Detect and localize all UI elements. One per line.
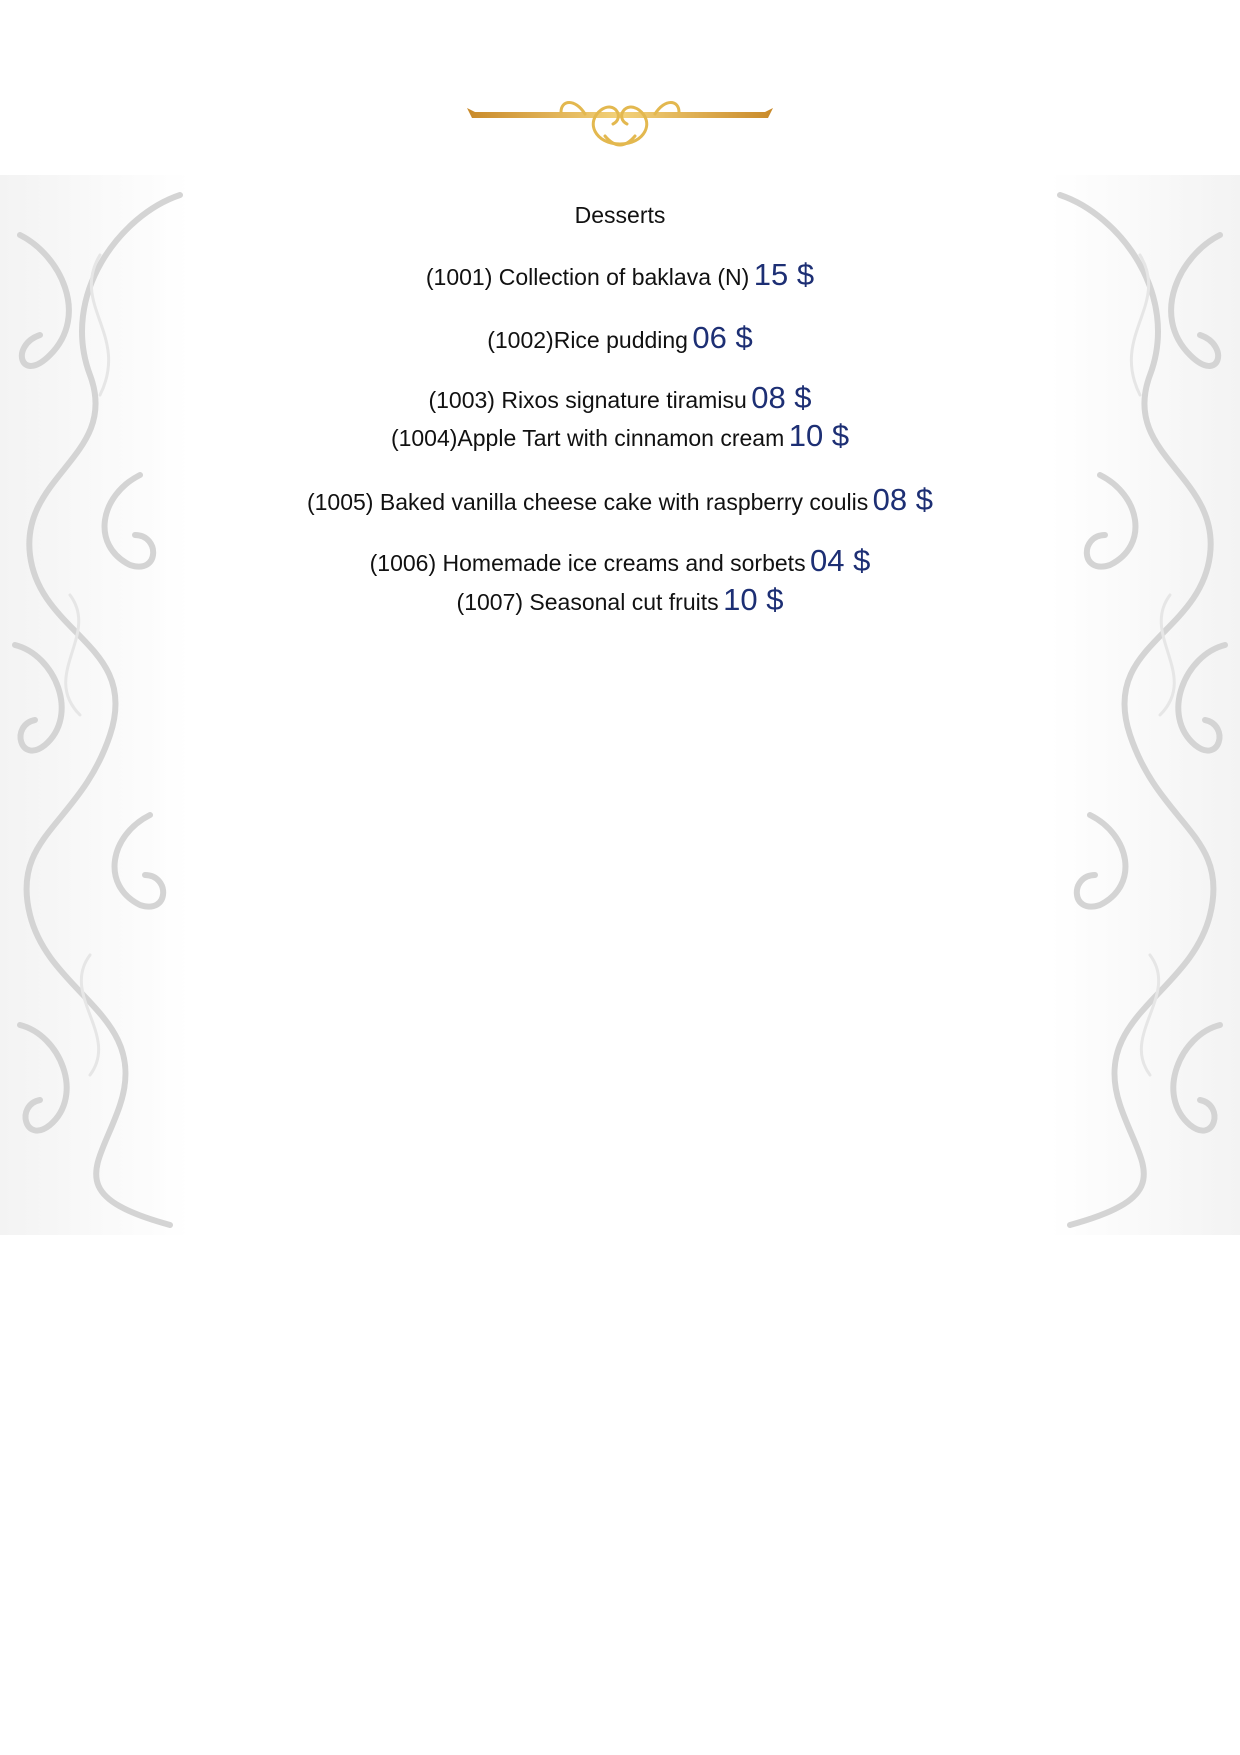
menu-item-price: 08 $ <box>751 380 812 415</box>
menu-item-name: (1006) Homemade ice creams and sorbets <box>369 550 806 576</box>
menu-section-title: Desserts <box>574 202 666 228</box>
menu-item-price: 06 $ <box>692 320 753 355</box>
menu-item <box>0 414 1240 464</box>
menu-item-price: 04 $ <box>810 543 871 578</box>
menu-item-name: (1005) Baked vanilla cheese cake with raspberry coulis <box>306 489 869 515</box>
menu-item-price: 08 $ <box>872 482 934 517</box>
menu-item-name: (1004)Apple Tart with cinnamon cream <box>390 425 785 451</box>
menu-item-price: 10 $ <box>788 418 850 453</box>
menu-item-name: (1007) Seasonal cut fruits <box>456 589 719 615</box>
menu-item <box>0 578 1240 628</box>
menu-item <box>0 478 1240 528</box>
menu-item-name: (1001) Collection of baklava (N) <box>425 264 750 290</box>
menu-item-name: (1003) Rixos signature tiramisu <box>428 387 747 413</box>
menu-item <box>0 316 1240 366</box>
gold-flourish-ornament <box>465 88 775 150</box>
menu-item-price: 10 $ <box>723 582 784 617</box>
menu-item-name: (1002)Rice pudding <box>487 327 688 353</box>
menu-item-price: 15 $ <box>753 257 815 292</box>
menu-item <box>0 253 1240 303</box>
